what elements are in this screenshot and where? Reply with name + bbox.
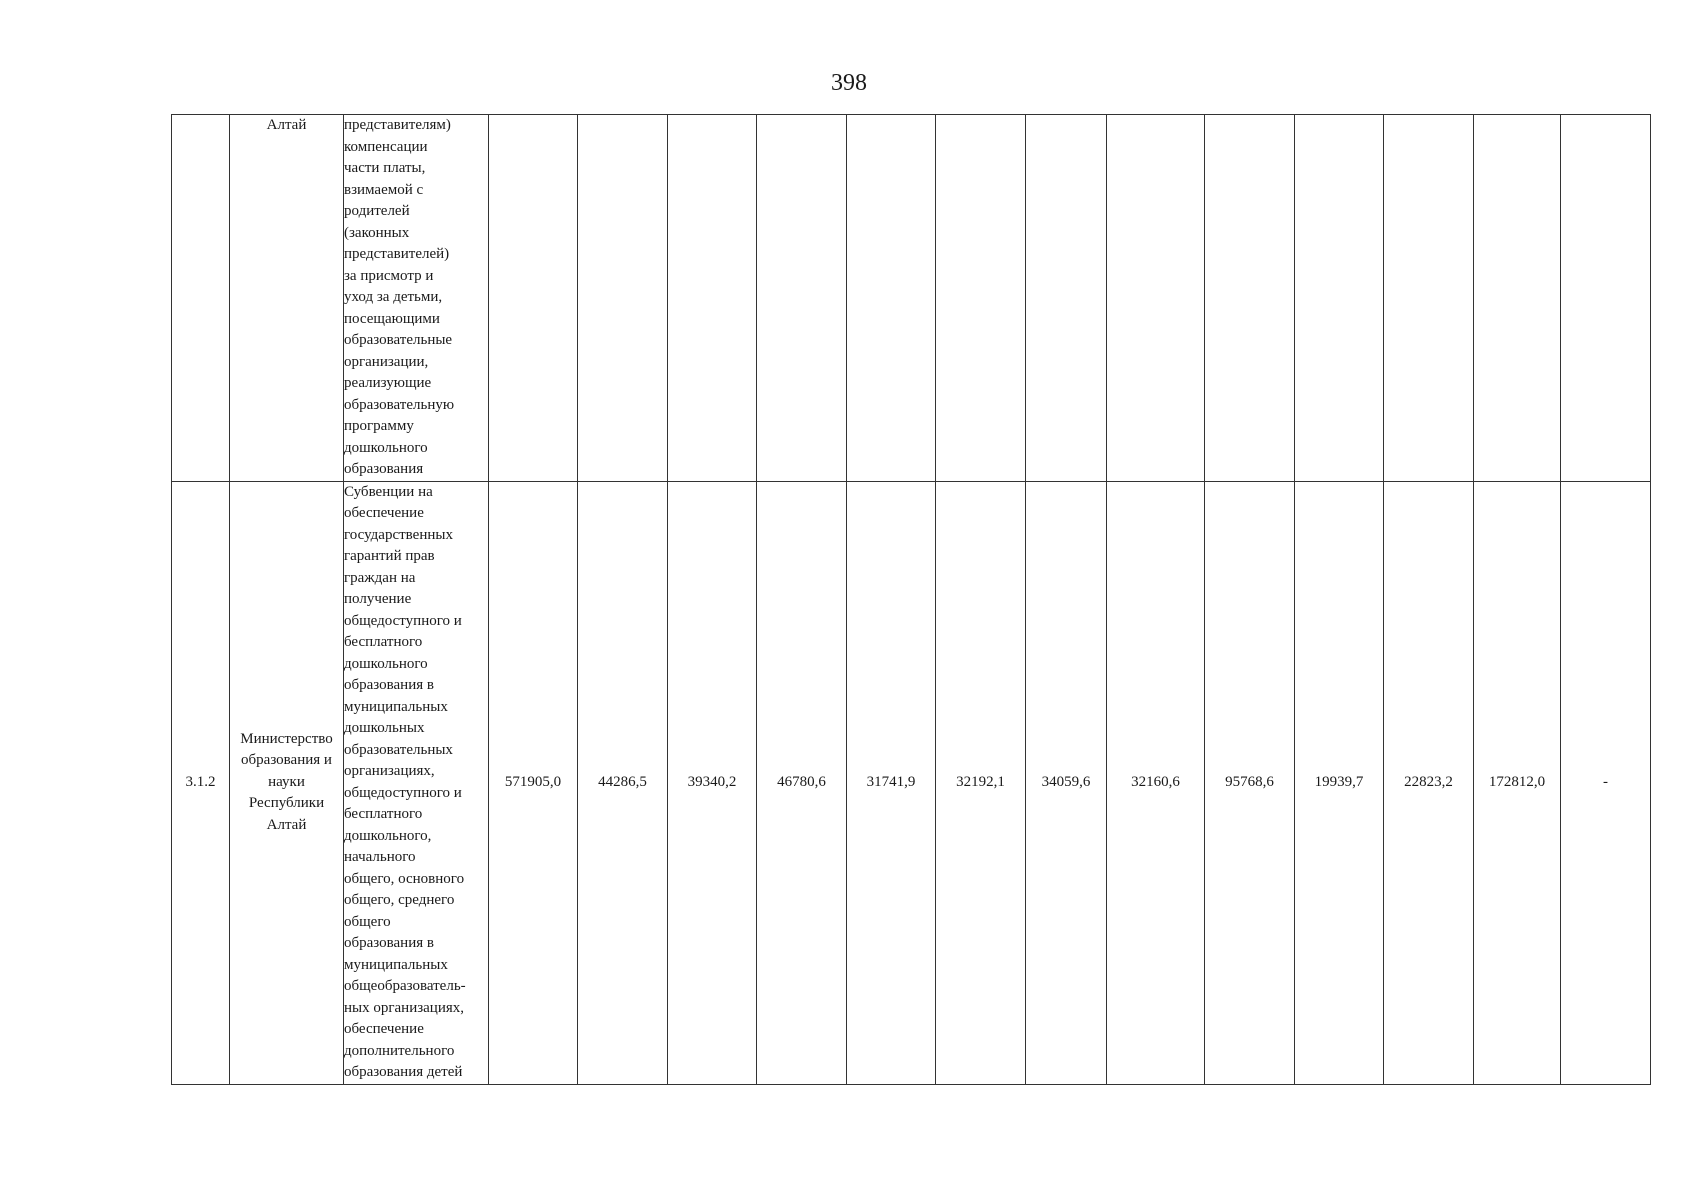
description-line: организации, bbox=[344, 353, 429, 370]
executor-line: науки bbox=[268, 773, 305, 790]
description-line: граждан на bbox=[344, 569, 416, 586]
description-line: посещающими bbox=[344, 310, 440, 327]
description-line: обеспечение bbox=[344, 505, 424, 521]
description-line: образования bbox=[344, 461, 424, 477]
description-line: начального bbox=[344, 849, 416, 865]
executor-line: Республики bbox=[248, 795, 325, 812]
description-line: дополнительного bbox=[344, 1042, 455, 1059]
description-line: части платы, bbox=[344, 160, 426, 176]
description-line: муниципальных bbox=[344, 698, 448, 715]
description-line: дошкольных bbox=[344, 720, 425, 736]
executor-cell bbox=[230, 115, 344, 482]
description-line: ных организациях, bbox=[344, 999, 465, 1016]
description-line: за присмотр и bbox=[344, 267, 434, 284]
description-line: взимаемой с bbox=[344, 181, 424, 198]
description-line: образования в bbox=[344, 677, 434, 693]
value-cell bbox=[1295, 115, 1384, 482]
description-line: дошкольного, bbox=[344, 827, 432, 844]
description-line: организациях, bbox=[344, 763, 435, 779]
description-line: Субвенции на bbox=[344, 483, 433, 500]
value-cell bbox=[1026, 115, 1107, 482]
value-cell bbox=[489, 115, 578, 482]
table-row bbox=[172, 115, 1651, 482]
value-cell bbox=[1205, 115, 1295, 482]
executor-line: Министерство bbox=[240, 730, 333, 747]
description-line: бесплатного bbox=[344, 634, 423, 650]
executor-cell bbox=[230, 481, 344, 1084]
value-cell: - bbox=[1561, 481, 1651, 1084]
description-cell bbox=[344, 481, 489, 1084]
description-line: дошкольного bbox=[344, 655, 428, 672]
description-line: общедоступного и bbox=[344, 612, 462, 629]
description-line: обеспечение bbox=[344, 1021, 424, 1037]
value-cell: 32160,6 bbox=[1107, 481, 1205, 1084]
description-line: уход за детьми, bbox=[344, 289, 443, 305]
value-cell bbox=[936, 115, 1026, 482]
value-cell bbox=[757, 115, 847, 482]
value-cell: 31741,9 bbox=[847, 481, 936, 1084]
value-cell bbox=[1474, 115, 1561, 482]
description-line: образовательные bbox=[344, 332, 453, 348]
description-line: государственных bbox=[344, 526, 453, 543]
value-cell: 44286,5 bbox=[578, 481, 668, 1084]
value-cell: 172812,0 bbox=[1474, 481, 1561, 1084]
value-cell: 32192,1 bbox=[936, 481, 1026, 1084]
description-line: общеобразователь- bbox=[344, 978, 466, 994]
table-row bbox=[172, 481, 1651, 1084]
value-cell: 19939,7 bbox=[1295, 481, 1384, 1084]
value-cell bbox=[847, 115, 936, 482]
executor-line: Алтай bbox=[266, 117, 307, 133]
description-line: компенсации bbox=[344, 138, 428, 155]
value-cell: 571905,0 bbox=[489, 481, 578, 1084]
value-cell bbox=[1561, 115, 1651, 482]
description-line: общего, среднего bbox=[344, 892, 455, 908]
page-number: 398 bbox=[831, 70, 867, 96]
description-line: образовательную bbox=[344, 396, 455, 413]
description-line: представителям) bbox=[344, 117, 451, 133]
description-line: образования в bbox=[344, 935, 434, 951]
description-line: общедоступного и bbox=[344, 784, 462, 801]
executor-line: образования и bbox=[241, 752, 332, 769]
budget-table bbox=[171, 114, 1651, 1085]
description-line: гарантий прав bbox=[344, 548, 435, 564]
description-line: (законных bbox=[344, 224, 410, 241]
description-line: родителей bbox=[344, 203, 410, 219]
description-line: муниципальных bbox=[344, 956, 448, 973]
row-number-cell bbox=[172, 115, 230, 482]
description-line: представителей) bbox=[344, 246, 450, 262]
description-line: бесплатного bbox=[344, 806, 423, 822]
value-cell: 95768,6 bbox=[1205, 481, 1295, 1084]
executor-line: Алтай bbox=[266, 816, 307, 833]
description-cell bbox=[344, 115, 489, 482]
description-line: общего bbox=[344, 913, 391, 930]
description-line: программу bbox=[344, 418, 414, 434]
description-line: получение bbox=[344, 591, 412, 607]
description-line: общего, основного bbox=[344, 870, 465, 887]
value-cell bbox=[1107, 115, 1205, 482]
value-cell: 46780,6 bbox=[757, 481, 847, 1084]
description-line: дошкольного bbox=[344, 439, 428, 456]
value-cell: 22823,2 bbox=[1384, 481, 1474, 1084]
value-cell: 34059,6 bbox=[1026, 481, 1107, 1084]
value-cell: 39340,2 bbox=[668, 481, 757, 1084]
value-cell bbox=[1384, 115, 1474, 482]
value-cell bbox=[578, 115, 668, 482]
row-number-cell: 3.1.2 bbox=[172, 481, 230, 1084]
description-line: образования детей bbox=[344, 1064, 463, 1080]
description-line: образовательных bbox=[344, 741, 453, 758]
description-line: реализующие bbox=[344, 375, 432, 391]
value-cell bbox=[668, 115, 757, 482]
